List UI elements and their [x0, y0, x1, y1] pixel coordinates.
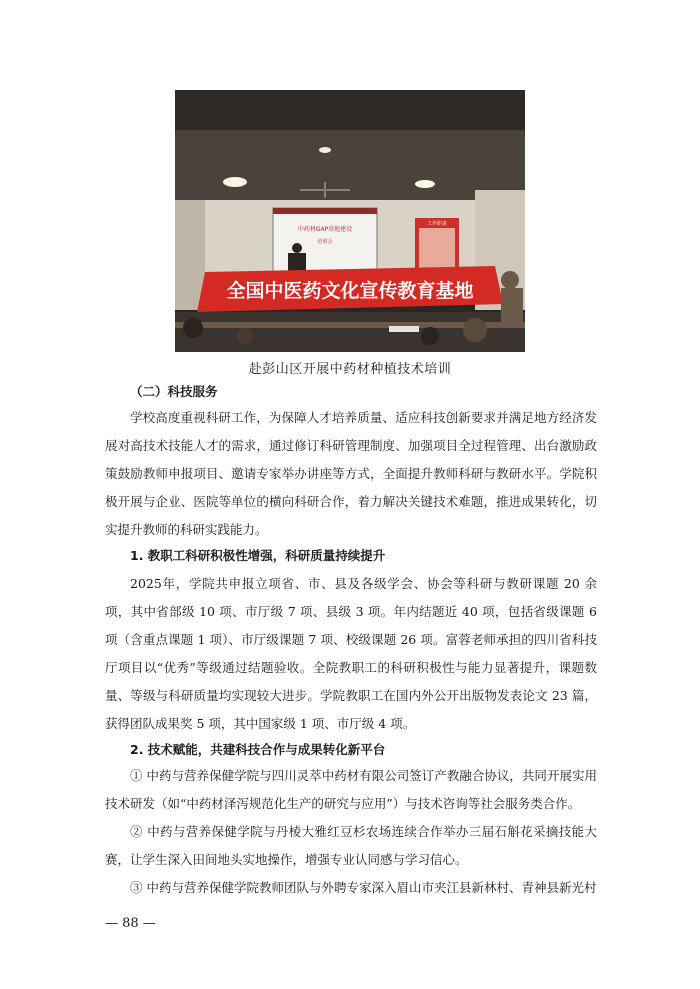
subsection-2-item-3: ③ 中药与营养保健学院教师团队与外聘专家深入眉山市夹江县新林村、青神县新光村 [130, 880, 597, 895]
subsection-2-item-2: ② 中药与营养保健学院与丹棱大雅红豆杉农场连续合作举办三届石斛花采摘技能大赛，让学生深入田间地头实地操作，增强专业认同感与学习信心。 [105, 824, 597, 867]
subsection-2-item-1: ① 中药与营养保健学院与四川灵萃中药材有限公司签订产教融合协议，共同开展实用技术研发（如“中药材泽泻规范化生产的研究与应用”）与技术咨询等社会服务类合作。 [105, 768, 597, 811]
subsection-1-title: 1. 教职工科研积极性增强，科研质量持续提升 [130, 548, 386, 563]
training-photo [175, 90, 525, 352]
figure-caption: 赴彭山区开展中药材种植技术培训 [248, 362, 452, 377]
section-intro-paragraph: 学校高度重视科研工作，为保障人才培养质量、适应科技创新要求并满足地方经济发展对高技术技能人才的需求，通过修订科研管理制度、加强项目全过程管理、出台激励政策鼓励教师申报项目、邀请专家举办讲座等方式，全面提升教师科研与教研水平。学院积极开展与企业、医院等单位的横向科研合作，着力解决关键技术难题，推进成果转化，切实提升教师的科研实践能力。 [105, 410, 597, 537]
board-title-text: 工作职责 [426, 221, 448, 227]
section-title: （二）科技服务 [130, 384, 218, 399]
banner-text: 全国中医药文化宣传教育基地 [226, 280, 474, 302]
subsection-1-paragraph: 2025年，学院共申报立项省、市、县及各级学会、协会等科研与教研课题 20 余项，其中省部级 10 项、市厅级 7 项、县级 3 项。年内结题近 40 项，包括省级课题 6 项（含重点课题 1 项）、市厅级课题 7 项、校级课题 26 项。富蓉老师承担的四川省科技厅项目以“优秀”等级通过结题验收。全院教职工的科研积极性与能力显著提升，课题数量、等级与科研质量均实现较大进步。学院教职工在国内外公开出版物发表论文 23 篇，获得团队成果奖 5 项，其中国家级 1 项、市厅级 4 项。 [105, 576, 597, 731]
screen-subtitle-text: 培训会 [317, 239, 333, 245]
training-photo-image [175, 90, 525, 352]
subsection-2-title: 2. 技术赋能，共建科技合作与成果转化新平台 [130, 742, 386, 757]
page-number: — 88 — [105, 916, 156, 931]
screen-title-text: 中药材GAP基地建设 [297, 226, 353, 233]
